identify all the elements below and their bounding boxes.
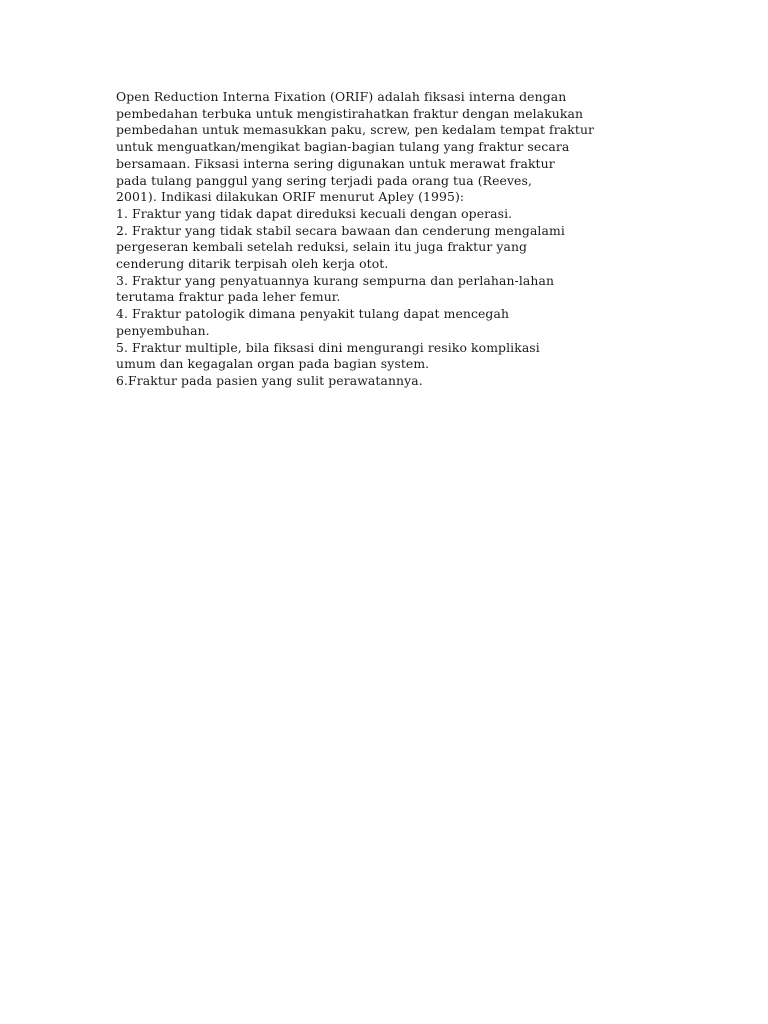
document-body (116, 89, 656, 390)
list-item: 1. Fraktur yang tidak dapat direduksi kecuali dengan operasi. (116, 205, 513, 221)
list-item: 2. Fraktur yang tidak stabil secara bawaan dan cenderung mengalami pergeseran kembali setelah reduksi, selain itu juga fraktur yang cenderung ditarik terpisah oleh kerja otot. (116, 222, 565, 272)
list-item: 3. Fraktur yang penyatuannya kurang sempurna dan perlahan-lahan terutama fraktur pada leher femur. (116, 272, 555, 305)
list-item: 5. Fraktur multiple, bila fiksasi dini mengurangi resiko komplikasi umum dan kegagalan organ pada bagian system. (116, 339, 540, 372)
list-item: 6.Fraktur pada pasien yang sulit perawatannya. (116, 372, 423, 388)
list-item: 4. Fraktur patologik dimana penyakit tulang dapat mencegah penyembuhan. (116, 306, 510, 338)
intro-paragraph: Open Reduction Interna Fixation (ORIF) adalah fiksasi interna dengan pembedahan terbuka untuk mengistirahatkan fraktur dengan melakukan pembedahan untuk memasukkan paku, screw, pen kedalam tempat fraktur untuk menguatkan/mengikat bagian-bagian tulang yang fraktur secara bersamaan. Fiksasi interna sering digunakan untuk merawat fraktur pada tulang panggul yang sering terjadi pada orang tua (Reeves, 2001). Indikasi dilakukan ORIF menurut Apley (1995): (116, 89, 595, 205)
